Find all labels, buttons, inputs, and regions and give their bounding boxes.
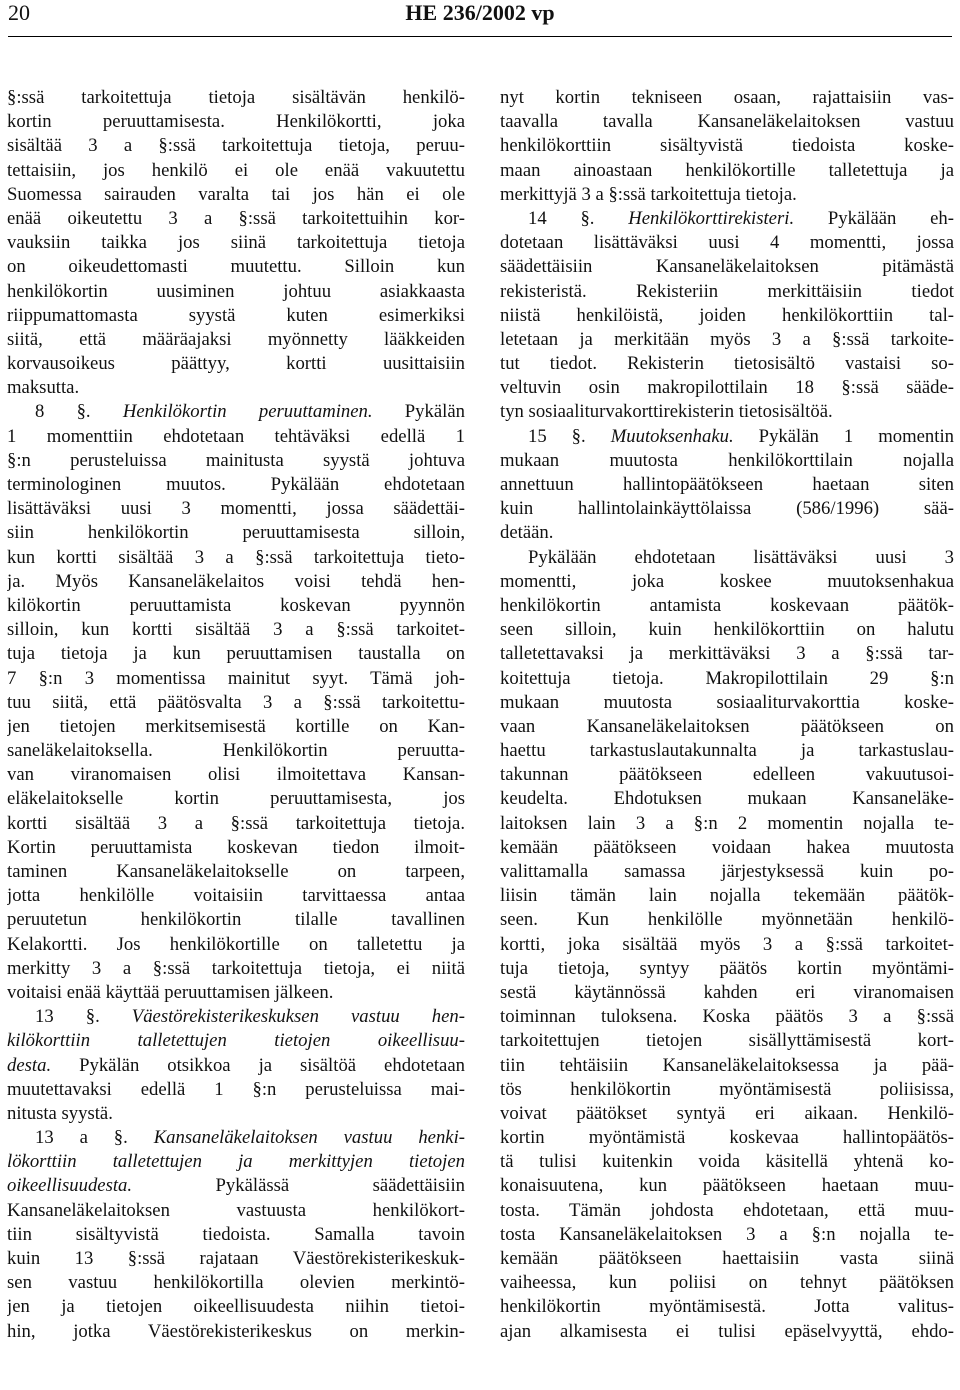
text-line	[500, 183, 954, 207]
line-text: mukaan muutosta henkilökorttilain nojalla	[500, 449, 954, 471]
text-line	[7, 618, 465, 642]
text-line	[500, 1247, 954, 1271]
line-text: niistä henkilöistä, joiden henkilökorttiin tal-	[500, 304, 954, 326]
line-text: tettaisiin, jos henkilö ei ole enää vakuutettu	[7, 159, 465, 181]
line-text: kortin myöntämistä koskevaa hallintopäätös-	[500, 1127, 954, 1149]
line-text: eläkelaitokselle kortin peruuttamisesta, jos	[7, 788, 465, 810]
text-line	[7, 521, 465, 545]
section-heading-italic: kilökorttiin talletettujen tietojen oikeellisuu-	[7, 1030, 465, 1052]
line-text: vaan Kansaneläkelaitoksen päätökseen on	[500, 715, 954, 737]
line-text: Pykälän 1 momentin	[733, 425, 954, 447]
text-line	[500, 86, 954, 110]
text-line	[500, 642, 954, 666]
line-text: tut tiedot. Rekisterin tietosisältö vastaisi so-	[500, 353, 954, 375]
line-text: 1 momenttiin ehdotetaan tehtäväksi edellä 1	[7, 425, 465, 447]
line-text: Kelakortti. Jos henkilökortille on talletettu ja	[7, 933, 465, 955]
line-text: takunnan päätökseen edelleen vakuutusoi-	[500, 764, 954, 786]
line-text: Pykälään eh-	[794, 207, 954, 229]
line-text: letetaan ja merkitään myös 3 a §:ssä tarkoite-	[500, 328, 954, 350]
text-line	[7, 1174, 465, 1198]
line-text: maksutta.	[7, 377, 80, 399]
text-line	[7, 497, 465, 521]
text-line	[7, 1150, 465, 1174]
text-line	[500, 1223, 954, 1247]
line-text: momentti, joka koskee muutoksenhakua	[500, 570, 954, 592]
text-line	[500, 884, 954, 908]
line-text: henkilökortin myöntämisestä. Jotta valitus-	[500, 1296, 954, 1318]
text-line	[500, 812, 954, 836]
line-text: ja. Myös Kansaneläkelaitos voisi tehdä hen-	[7, 570, 465, 592]
text-line	[500, 570, 954, 594]
section-heading-italic: Väestörekisterikeskuksen vastuu hen-	[131, 1006, 465, 1028]
line-text: tuja tietoja, syntyy päätös kortin myöntämi-	[500, 957, 954, 979]
text-line	[7, 134, 465, 158]
line-text: jotta henkilölle voitaisiin tarvittaessa antaa	[7, 885, 465, 907]
page-number: 20	[8, 0, 30, 25]
line-text: nitusta syystä.	[7, 1102, 113, 1124]
text-line	[500, 231, 954, 255]
text-line	[7, 1223, 465, 1247]
line-text: valittamalla samassa järjestyksessä kuin po-	[500, 861, 954, 882]
line-text: 8 §.	[35, 401, 123, 423]
line-text: tiin sisältyvistä tiedoista. Samalla tavoin	[7, 1223, 465, 1245]
line-text: taavalla tavalla Kansaneläkelaitoksen vastuu	[500, 111, 954, 133]
line-text: Pykälään ehdotetaan lisättäväksi uusi 3	[528, 546, 954, 568]
text-line	[500, 1029, 954, 1053]
text-line	[500, 1005, 954, 1029]
text-line	[500, 908, 954, 932]
line-text: henkilökorttiin sisältyvistä tiedoista koske-	[500, 135, 954, 157]
text-line	[7, 207, 465, 231]
line-text: seen silloin, kuin henkilökorttiin on halutu	[500, 619, 954, 641]
line-text: 15 §.	[528, 425, 611, 447]
text-line	[7, 1029, 465, 1053]
line-text: laitoksen lain 3 a §:n 2 momentin nojalla te-	[500, 812, 954, 834]
text-line	[7, 1054, 465, 1078]
line-text: on oikeudettomasti muutettu. Silloin kun	[7, 256, 465, 278]
line-text: Pykälässä säädettäisiin	[132, 1175, 465, 1197]
line-text: kortti sisältää 3 a §:ssä tarkoitettuja tietoja.	[7, 812, 465, 834]
line-text: keudelta. Ehdotuksen mukaan Kansaneläke-	[500, 788, 954, 810]
document-id: HE 236/2002 vp	[405, 0, 555, 25]
header-rule	[8, 36, 952, 37]
text-line	[7, 812, 465, 836]
text-line	[500, 594, 954, 618]
text-line	[7, 836, 465, 860]
line-text: Kansaneläkelaitoksen vastuusta henkilökort-	[7, 1199, 465, 1221]
section-heading-italic: oikeellisuudesta.	[7, 1175, 133, 1197]
text-line	[500, 1199, 954, 1223]
text-line	[7, 159, 465, 183]
text-line	[500, 957, 954, 981]
line-text: haettu tarkastuslautakunnalta ja tarkastuslau-	[500, 740, 954, 762]
text-line	[500, 1295, 954, 1319]
line-text: koitettuja tietoja. Makropilottilain 29 §:n	[500, 667, 954, 689]
line-text: merkitty 3 a §:ssä tarkoitettuja tietoja, ei niitä	[7, 957, 465, 979]
line-text: nyt kortin tekniseen osaan, rajattaisiin vas-	[500, 87, 954, 108]
line-text: 7 §:n 3 momentissa mainitut syyt. Tämä joh-	[7, 667, 465, 689]
line-text: enää oikeutettu 3 a §:ssä tarkoitettuihin kor-	[7, 207, 465, 229]
line-text: vauksiin taikka jos siinä tarkoitettuja tietoja	[7, 232, 465, 254]
line-text: kuin 13 §:ssä rajataan Väestörekisterikeskuk-	[7, 1248, 465, 1269]
right-text-column	[500, 86, 954, 1344]
line-text: siitä, että määräajaksi myönnetty lääkkeiden	[7, 328, 465, 350]
line-text: 13 a §.	[35, 1127, 154, 1149]
text-line	[500, 497, 954, 521]
text-line	[7, 280, 465, 304]
line-text: jen ja tietojen oikeellisuudesta niihin tietoi-	[7, 1296, 465, 1318]
text-line	[500, 1174, 954, 1198]
line-text: toiminnan tuloksena. Koska päätös 3 a §:ssä	[500, 1006, 954, 1028]
line-text: sen vastuu henkilökortilla olevien merkintö-	[7, 1272, 465, 1294]
text-line	[7, 957, 465, 981]
line-text: konaisuutena, kun päätökseen haetaan muu-	[500, 1175, 954, 1197]
text-line	[500, 134, 954, 158]
text-line	[500, 981, 954, 1005]
section-heading-italic: Muutoksenhaku.	[610, 425, 734, 447]
text-line	[500, 787, 954, 811]
text-line	[7, 908, 465, 932]
line-text: taminen Kansaneläkelaitokselle on tarpeen,	[7, 861, 465, 882]
line-text: annettuun hallintopäätökseen haetaan siten	[500, 474, 954, 495]
text-line	[500, 618, 954, 642]
text-line	[7, 1295, 465, 1319]
text-line	[500, 159, 954, 183]
line-text: tuja tietoja ja kun peruuttamisen taustalla on	[7, 643, 465, 665]
text-line	[7, 425, 465, 449]
line-text: Kortin peruuttamista koskevan tiedon ilmoit-	[7, 836, 465, 858]
text-line	[500, 1126, 954, 1150]
text-line	[7, 1271, 465, 1295]
line-text: Pykälän otsikkoa ja sisältöä ehdotetaan	[51, 1054, 465, 1076]
line-text: §:n perusteluissa mainitusta syystä johtuva	[7, 449, 465, 471]
text-line	[500, 280, 954, 304]
text-line	[7, 1126, 465, 1150]
text-line	[7, 763, 465, 787]
section-heading-italic: Kansaneläkelaitoksen vastuu henki-	[153, 1127, 465, 1149]
line-text: sisältää 3 a §:ssä tarkoitettuja tietoja, peruu-	[7, 135, 465, 157]
line-text: veltuvin osin makropilottilain 18 §:ssä sääde-	[500, 377, 954, 399]
text-line	[500, 739, 954, 763]
section-heading-italic: lökorttiin talletettujen ja merkittyjen tietojen	[7, 1151, 465, 1173]
line-text: sestä käytännössä kahden eri viranomaisen	[500, 981, 954, 1003]
text-line	[7, 183, 465, 207]
line-text: tä tulisi kuitenkin voida käsitellä yhtenä ko-	[500, 1151, 954, 1173]
text-line	[500, 1320, 954, 1344]
text-line	[7, 860, 465, 884]
text-line	[7, 376, 465, 400]
line-text: tiin tehtäisiin Kansaneläkelaitoksessa ja pää-	[500, 1054, 954, 1076]
text-line	[7, 546, 465, 570]
line-text: henkilökortin uusiminen johtuu asiakkaasta	[7, 280, 465, 302]
line-text: jen tietojen merkitsemisestä kortille on Kan-	[7, 715, 465, 737]
text-line	[500, 715, 954, 739]
text-line	[500, 667, 954, 691]
text-line	[500, 933, 954, 957]
section-heading-italic: Henkilökorttirekisteri.	[628, 207, 795, 229]
text-line	[7, 1102, 465, 1126]
text-line	[500, 425, 954, 449]
text-line	[7, 1320, 465, 1344]
line-text: merkittyjä 3 a §:ssä tarkoitettuja tietoja.	[500, 183, 797, 205]
line-text: Suomessa sairauden varalta tai jos hän ei ole	[7, 183, 465, 205]
line-text: hin, jotka Väestörekisterikeskus on merkin-	[7, 1320, 465, 1342]
line-text: kilökortin peruuttamista koskevan pyynnön	[7, 594, 465, 616]
line-text: säädettäisiin Kansaneläkelaitoksen pitämästä	[500, 256, 954, 278]
text-line	[7, 352, 465, 376]
text-line	[500, 352, 954, 376]
line-text: peruutetun henkilökortin tilalle tavallinen	[7, 909, 465, 931]
text-line	[7, 1247, 465, 1271]
line-text: voitaisi enää käyttää peruuttamisen jälkeen.	[7, 981, 334, 1003]
line-text: 13 §.	[35, 1006, 132, 1028]
line-text: tosta. Tämän johdosta ehdotetaan, että muu-	[500, 1199, 954, 1221]
text-line	[7, 328, 465, 352]
line-text: kemään päätökseen voidaan hakea muutosta	[500, 836, 954, 858]
page-header	[8, 0, 952, 36]
line-text: rekisteristä. Rekisteriin merkittäisiin tiedot	[500, 280, 954, 302]
text-line	[500, 521, 954, 545]
text-line	[500, 546, 954, 570]
line-text: tös henkilökortin myöntämisestä poliisissa,	[500, 1078, 954, 1100]
line-text: mukaan muutosta sosiaaliturvakorttia koske-	[500, 691, 954, 713]
line-text: tyn sosiaaliturvakorttirekisterin tietosisältöä.	[500, 401, 833, 423]
line-text: vaiheessa, kun poliisi on tehnyt päätöksen	[500, 1272, 954, 1294]
section-heading-italic: desta.	[7, 1054, 52, 1076]
text-line	[500, 328, 954, 352]
line-text: §:ssä tarkoitettuja tietoja sisältävän henkilö-	[7, 87, 465, 108]
text-line	[500, 304, 954, 328]
text-line	[500, 449, 954, 473]
line-text: riippumattomasta syystä kuten esimerkiksi	[7, 304, 465, 326]
section-heading-italic: Henkilökortin peruuttaminen.	[122, 401, 373, 423]
text-line	[500, 1054, 954, 1078]
text-line	[500, 255, 954, 279]
text-line	[7, 933, 465, 957]
line-text: terminologinen muutos. Pykälään ehdotetaan	[7, 474, 465, 495]
line-text: henkilökortin antamista koskevaan päätök-	[500, 594, 954, 616]
text-line	[7, 400, 465, 424]
text-line	[500, 207, 954, 231]
text-line	[7, 594, 465, 618]
line-text: tarkoitettujen tietojen sisällyttämisestä kort-	[500, 1030, 954, 1052]
line-text: siin henkilökortin peruuttamisesta silloin,	[7, 522, 465, 544]
line-text: korvausoikeus päättyy, kortti uusittaisiin	[7, 353, 465, 375]
line-text: kortti, joka sisältää myös 3 a §:ssä tarkoitet-	[500, 933, 954, 955]
line-text: kortin peruuttamisesta. Henkilökortti, joka	[7, 111, 465, 133]
line-text: saneläkelaitoksella. Henkilökortin peruutta-	[7, 740, 465, 762]
line-text: tosta Kansaneläkelaitoksen 3 a §:n nojalla te-	[500, 1223, 954, 1245]
line-text: dotetaan lisättäväksi uusi 4 momentti, jossa	[500, 232, 954, 254]
text-line	[7, 1199, 465, 1223]
line-text: Pykälän	[372, 401, 465, 423]
text-line	[7, 570, 465, 594]
text-line	[7, 304, 465, 328]
left-text-column	[7, 86, 465, 1344]
text-line	[500, 836, 954, 860]
text-line	[7, 86, 465, 110]
line-text: talletettavaksi ja merkittäväksi 3 a §:ssä tar-	[500, 643, 954, 665]
text-line	[7, 255, 465, 279]
text-line	[7, 787, 465, 811]
text-line	[7, 884, 465, 908]
text-line	[500, 1078, 954, 1102]
line-text: ajan alkamisesta ei tulisi epäselvyyttä, ehdo-	[500, 1320, 954, 1342]
line-text: maan ainoastaan henkilökortille talletettuja ja	[500, 159, 954, 181]
line-text: silloin, kun kortti sisältää 3 a §:ssä tarkoitet-	[7, 619, 465, 641]
line-text: van viranomaisen olisi ilmoitettava Kansan-	[7, 764, 465, 786]
text-line	[7, 691, 465, 715]
text-line	[7, 739, 465, 763]
line-text: seen. Kun henkilölle myönnetään henkilö-	[500, 909, 954, 931]
line-text: kemään päätökseen haettaisiin vasta siinä	[500, 1248, 954, 1269]
text-line	[500, 1150, 954, 1174]
line-text: kuin hallintolainkäyttölaissa (586/1996) sää-	[500, 498, 954, 520]
text-line	[7, 449, 465, 473]
line-text: 14 §.	[528, 207, 629, 229]
line-text: voivat päätökset syntyä eri aikaan. Henkilö-	[500, 1102, 954, 1124]
text-line	[7, 667, 465, 691]
text-line	[500, 400, 954, 424]
text-line	[7, 473, 465, 497]
line-text: kun kortti sisältää 3 a §:ssä tarkoitettuja tieto-	[7, 546, 465, 568]
text-line	[500, 376, 954, 400]
line-text: lisättäväksi uusi 3 momentti, jossa säädettäi-	[7, 498, 465, 520]
text-line	[7, 231, 465, 255]
line-text: tuu siitä, että päätösvalta 3 a §:ssä tarkoitettu-	[7, 691, 465, 713]
text-line	[500, 1271, 954, 1295]
text-line	[7, 1005, 465, 1029]
text-line	[500, 473, 954, 497]
text-line	[7, 642, 465, 666]
text-line	[500, 860, 954, 884]
line-text: muutettavaksi edellä 1 §:n perusteluissa mai-	[7, 1078, 465, 1100]
text-line	[7, 981, 465, 1005]
line-text: liisin tämän lain nojalla tekemään päätök-	[500, 885, 954, 907]
text-line	[500, 1102, 954, 1126]
text-line	[500, 691, 954, 715]
text-line	[7, 715, 465, 739]
text-line	[7, 1078, 465, 1102]
text-line	[7, 110, 465, 134]
text-line	[500, 763, 954, 787]
text-line	[500, 110, 954, 134]
line-text: detään.	[500, 522, 554, 544]
